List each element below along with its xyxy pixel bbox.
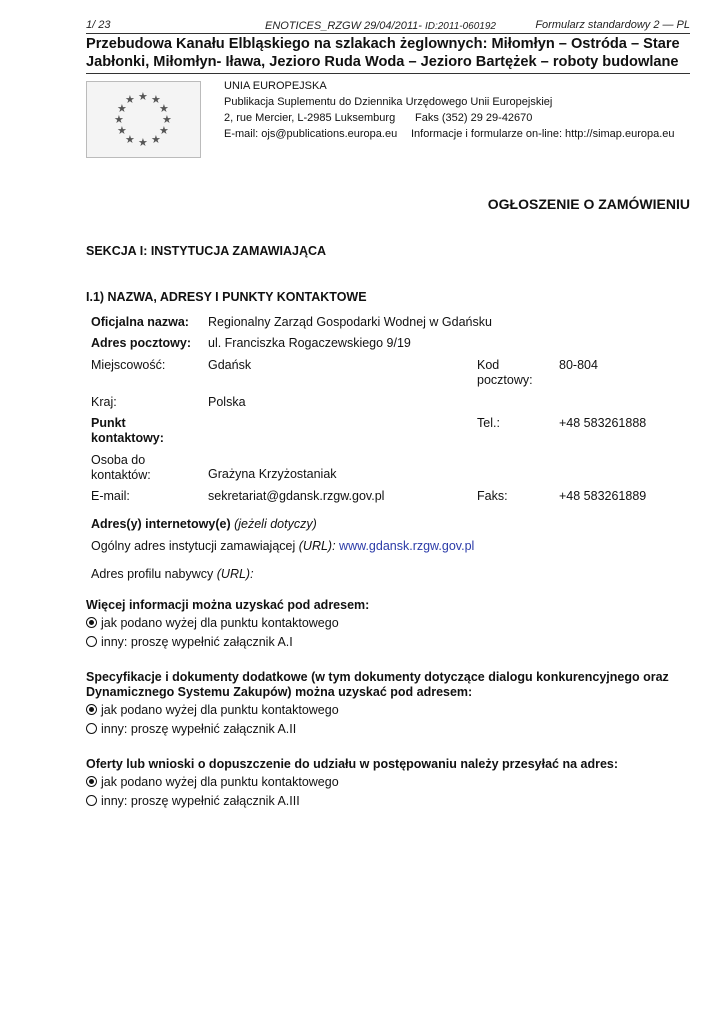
contact-point-label-line1: Punkt	[91, 416, 126, 430]
notice-id-prefix: ENOTICES_RZGW 29/04/2011-	[265, 20, 422, 32]
svg-text:★: ★	[125, 133, 135, 146]
town-label: Miejscowość:	[91, 358, 166, 372]
postal-address-value: ul. Franciszka Rogaczewskiego 9/19	[208, 336, 411, 350]
general-url-label: Ogólny adres instytucji zamawiającej	[91, 539, 296, 553]
eu-stars-icon	[87, 82, 200, 157]
specs-heading	[86, 670, 669, 700]
town-value: Gdańsk	[208, 358, 252, 372]
eu-flag-logo	[86, 81, 201, 158]
radio-selected-icon[interactable]	[86, 776, 97, 787]
contact-person-label	[91, 453, 151, 483]
buyer-profile-label: Adres profilu nabywcy	[91, 567, 214, 581]
svg-text:★: ★	[117, 124, 127, 137]
official-name-value: Regionalny Zarząd Gospodarki Wodnej w Gdańsku	[208, 315, 492, 329]
publisher-org: UNIA EUROPEJSKA	[224, 80, 327, 92]
svg-text:★: ★	[151, 93, 161, 106]
specs-heading-line1: Specyfikacje i dokumenty dodatkowe (w tym dokumenty dotyczące dialogu konkurencyjnego oraz	[86, 670, 669, 684]
general-url-row	[91, 539, 474, 553]
email-value[interactable]: sekretariat@gdansk.rzgw.gov.pl	[208, 489, 385, 503]
svg-text:★: ★	[159, 102, 169, 115]
postcode-label	[477, 358, 533, 388]
header-rule	[86, 33, 690, 34]
postcode-value: 80-804	[559, 358, 598, 372]
svg-text:★: ★	[151, 133, 161, 146]
more-info-option-contact-label: jak podano wyżej dla punktu kontaktowego	[101, 616, 339, 630]
radio-selected-icon[interactable]	[86, 704, 97, 715]
notice-id	[265, 20, 496, 32]
postal-address-label: Adres pocztowy:	[91, 336, 192, 350]
svg-text:★: ★	[125, 93, 135, 106]
publisher-email: E-mail: ojs@publications.europa.eu	[224, 128, 398, 140]
email-label: E-mail:	[91, 489, 130, 503]
form-name: Formularz standardowy 2 — PL	[535, 19, 690, 31]
postcode-label-line2: pocztowy:	[477, 373, 533, 387]
fax-label: Faks:	[477, 489, 508, 503]
publisher-line: Publikacja Suplementu do Dziennika Urzędowego Unii Europejskiej	[224, 96, 553, 108]
contact-point-label	[91, 416, 164, 446]
country-label: Kraj:	[91, 395, 117, 409]
offers-option-contact-label: jak podano wyżej dla punktu kontaktowego	[101, 775, 339, 789]
svg-text:★: ★	[114, 113, 124, 126]
general-url-tag: (URL):	[298, 539, 336, 553]
buyer-profile-url-tag: (URL):	[216, 567, 254, 581]
radio-empty-icon[interactable]	[86, 723, 97, 734]
contact-point-label-line2: kontaktowy:	[91, 431, 164, 445]
subsection-heading: I.1) NAZWA, ADRESY I PUNKTY KONTAKTOWE	[86, 290, 367, 304]
section-heading: SEKCJA I: INSTYTUCJA ZAMAWIAJĄCA	[86, 244, 327, 258]
page-title: Przebudowa Kanału Elbląskiego na szlakach żeglownych: Miłomłyn – Ostróda – Stare Jabłonki, Miłomłyn- Iława, Jezioro Ruda Woda – Jezioro Bartężek – roboty budowlane	[86, 36, 680, 70]
offers-heading: Oferty lub wnioski o dopuszczenie do udziału w postępowaniu należy przesyłać na adres:	[86, 757, 619, 771]
internet-addresses-note: (jeżeli dotyczy)	[234, 517, 317, 531]
offers-option-contact[interactable]	[86, 775, 339, 789]
tel-label: Tel.:	[477, 416, 500, 430]
buyer-profile-row	[91, 567, 254, 581]
title-rule	[86, 73, 690, 74]
radio-selected-icon[interactable]	[86, 617, 97, 628]
fax-value: +48 583261889	[559, 489, 647, 503]
internet-addresses-label	[91, 517, 317, 531]
contact-person-label-line1: Osoba do	[91, 453, 146, 467]
specs-option-contact[interactable]	[86, 703, 339, 717]
svg-text:★: ★	[117, 102, 127, 115]
publisher-info: Informacje i formularze on-line: http://simap.europa.eu	[411, 128, 675, 140]
svg-text:★: ★	[159, 124, 169, 137]
offers-option-other[interactable]	[86, 794, 300, 808]
specs-heading-line2: Dynamicznego Systemu Zakupów) można uzyskać pod adresem:	[86, 685, 473, 699]
official-name-label: Oficjalna nazwa:	[91, 315, 189, 329]
offers-option-other-label: inny: proszę wypełnić załącznik A.III	[101, 794, 300, 808]
document-title: OGŁOSZENIE O ZAMÓWIENIU	[487, 196, 690, 212]
radio-empty-icon[interactable]	[86, 636, 97, 647]
more-info-option-other-label: inny: proszę wypełnić załącznik A.I	[101, 635, 293, 649]
tel-value: +48 583261888	[559, 416, 647, 430]
specs-option-other[interactable]	[86, 722, 296, 736]
country-value: Polska	[208, 395, 246, 409]
more-info-option-other[interactable]	[86, 635, 293, 649]
specs-option-other-label: inny: proszę wypełnić załącznik A.II	[101, 722, 297, 736]
general-url-value[interactable]: www.gdansk.rzgw.gov.pl	[339, 539, 475, 553]
svg-text:★: ★	[138, 136, 148, 149]
publisher-fax: Faks (352) 29 29-42670	[415, 112, 533, 124]
more-info-option-contact[interactable]	[86, 616, 339, 630]
more-info-heading: Więcej informacji można uzyskać pod adresem:	[86, 598, 370, 612]
contact-person-label-line2: kontaktów:	[91, 468, 151, 482]
contact-person-value: Grażyna Krzyżostaniak	[208, 467, 337, 481]
svg-text:★: ★	[138, 90, 148, 103]
specs-option-contact-label: jak podano wyżej dla punktu kontaktowego	[101, 703, 339, 717]
notice-id-number: ID:2011-060192	[424, 21, 496, 32]
publisher-address: 2, rue Mercier, L-2985 Luksemburg	[224, 112, 396, 124]
page-number: 1/ 23	[86, 19, 111, 31]
postcode-label-line1: Kod	[477, 358, 500, 372]
svg-text:★: ★	[162, 113, 172, 126]
radio-empty-icon[interactable]	[86, 795, 97, 806]
internet-addresses-title: Adres(y) internetowy(e)	[91, 517, 231, 531]
